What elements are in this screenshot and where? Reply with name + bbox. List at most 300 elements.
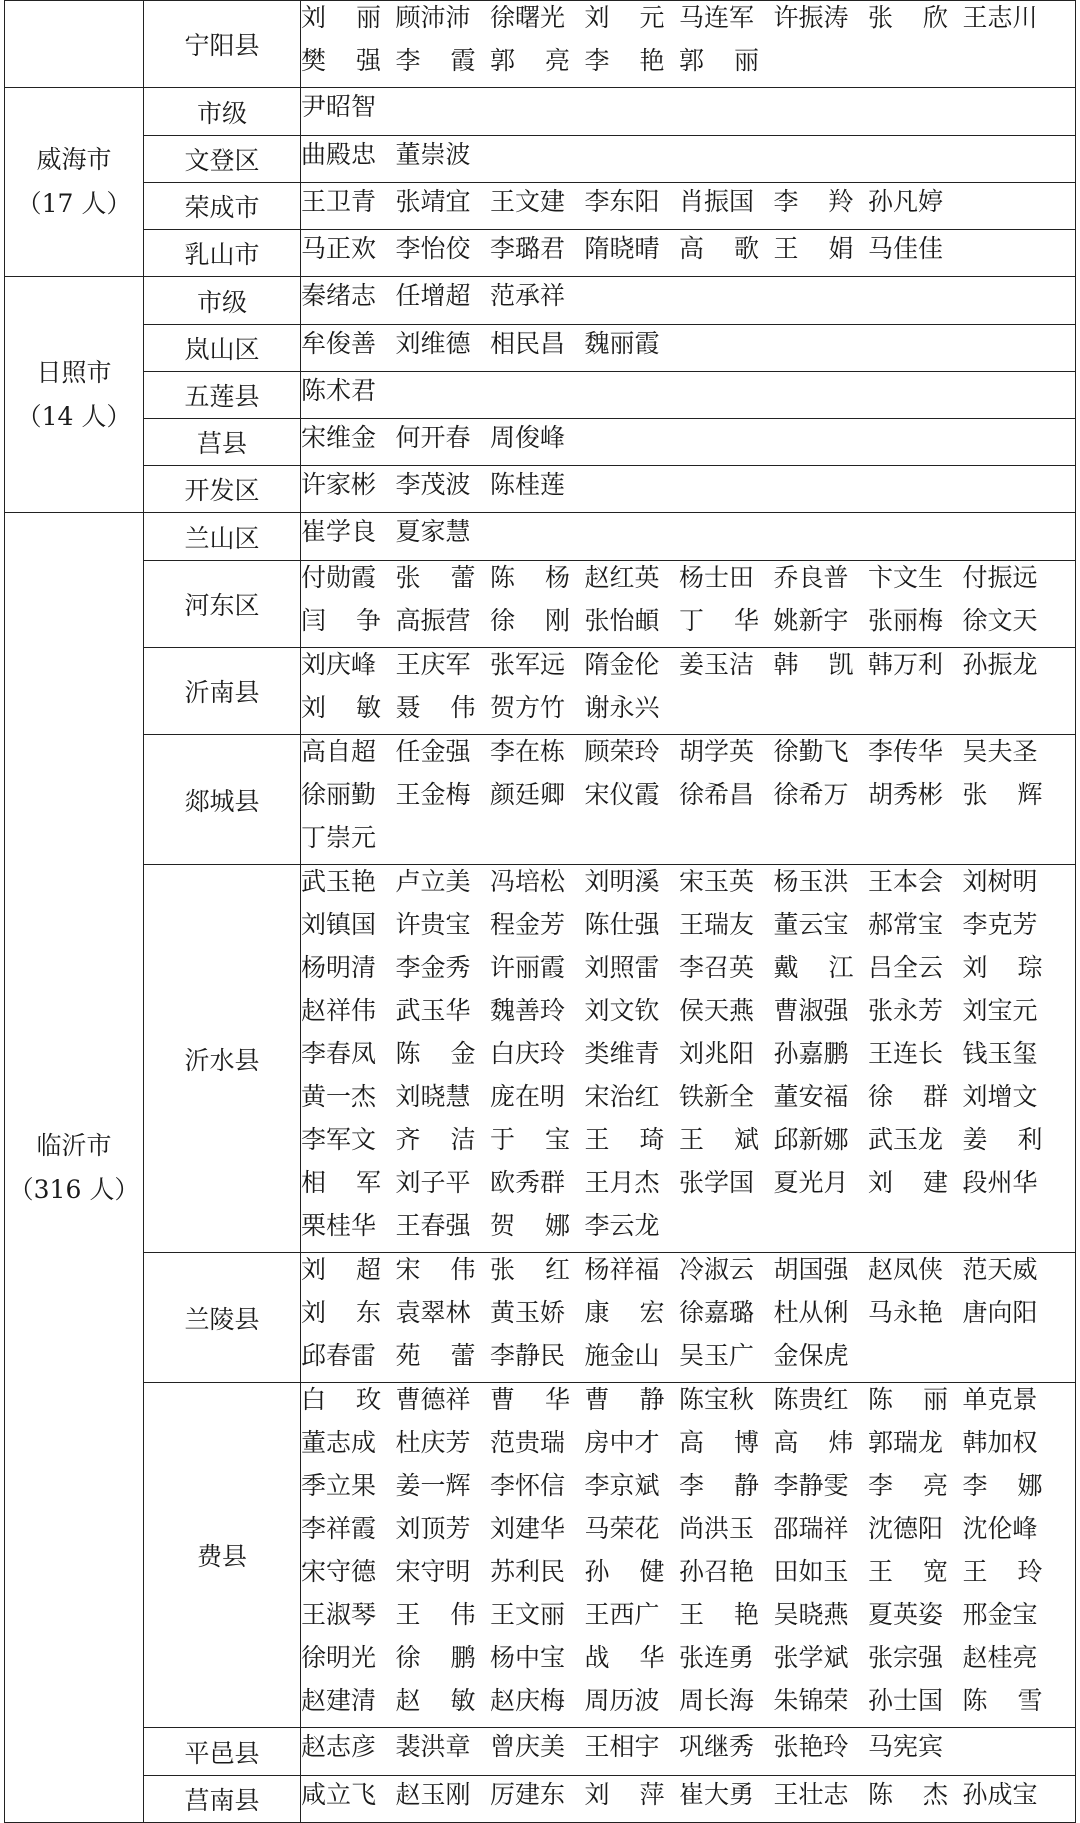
county-cell: 沂水县 — [144, 865, 301, 1253]
names-line — [301, 735, 1075, 778]
person-name: 厉建东 — [490, 1779, 566, 1809]
person-name: 李怡佼 — [395, 233, 471, 263]
names-line — [301, 865, 1075, 908]
person-name: 相民昌 — [490, 328, 566, 358]
person-name: 王文丽 — [490, 1600, 566, 1629]
person-name: 张学斌 — [773, 1643, 849, 1672]
person-name: 宋仪霞 — [584, 780, 660, 809]
person-name: 黄一杰 — [301, 1082, 377, 1111]
county-cell: 文登区 — [144, 136, 301, 183]
person-name: 栗桂华 — [301, 1211, 377, 1240]
person-name: 付振远 — [962, 563, 1038, 592]
person-name: 赵红英 — [584, 563, 660, 592]
person-name: 许家彬 — [301, 469, 377, 499]
person-name: 吴夫圣 — [962, 737, 1038, 766]
person-name: 马佳佳 — [868, 233, 944, 263]
person-name: 韩凯 — [773, 650, 854, 679]
person-name: 魏丽霞 — [584, 328, 660, 358]
person-name: 钱玉玺 — [962, 1039, 1038, 1068]
person-name: 胡国强 — [773, 1255, 849, 1284]
names-line — [301, 90, 1075, 133]
person-name: 许振涛 — [773, 3, 849, 32]
person-name: 韩加权 — [962, 1428, 1038, 1457]
person-name: 宋玉英 — [679, 867, 755, 896]
person-name: 马荣花 — [584, 1514, 660, 1543]
person-name: 付勋霞 — [301, 563, 377, 592]
person-name: 王卫青 — [301, 186, 377, 216]
city-cell — [5, 513, 144, 1823]
person-name: 聂伟 — [395, 693, 476, 722]
names-line — [301, 648, 1075, 691]
person-name: 孙士国 — [868, 1686, 944, 1715]
names-line — [301, 1469, 1075, 1512]
city-name: 威海市 — [36, 145, 112, 174]
person-name: 徐文天 — [962, 606, 1038, 635]
person-name: 宋守德 — [301, 1557, 377, 1586]
person-name: 杨中宝 — [490, 1643, 566, 1672]
names-line — [301, 421, 1075, 464]
names-cell — [301, 277, 1076, 325]
table-row — [5, 419, 1076, 466]
person-name: 张宗强 — [868, 1643, 944, 1672]
county-cell: 沂南县 — [144, 648, 301, 735]
person-name: 刘宝元 — [962, 996, 1038, 1025]
person-name: 郝常宝 — [868, 910, 944, 939]
person-name: 张辉 — [962, 780, 1043, 809]
county-cell: 平邑县 — [144, 1728, 301, 1776]
person-name: 宋守明 — [395, 1557, 471, 1586]
person-name: 马连军 — [679, 3, 755, 32]
person-name: 任金强 — [395, 737, 471, 766]
names-cell — [301, 183, 1076, 230]
person-name: 陈杰 — [868, 1779, 948, 1809]
person-name: 张丽梅 — [868, 606, 944, 635]
names-cell — [301, 325, 1076, 372]
city-count: （17 人） — [16, 189, 132, 218]
person-name: 周俊峰 — [490, 422, 566, 452]
person-name: 张连勇 — [679, 1643, 755, 1672]
names-line — [301, 1296, 1075, 1339]
person-name: 贺娜 — [490, 1211, 570, 1240]
person-name: 范天威 — [962, 1255, 1038, 1284]
person-name: 隋晓晴 — [584, 233, 660, 263]
city-cell — [5, 88, 144, 277]
person-name: 铁新全 — [679, 1082, 755, 1111]
person-name: 丁华 — [679, 606, 759, 635]
person-name: 张艳玲 — [773, 1732, 849, 1761]
city-name: 日照市 — [36, 357, 112, 387]
names-line — [301, 1730, 1075, 1773]
person-name: 胡学英 — [679, 737, 755, 766]
person-name: 樊强 — [301, 46, 381, 75]
person-name: 吕全云 — [868, 953, 944, 982]
names-cell — [301, 648, 1076, 735]
person-name: 孙成宝 — [962, 1779, 1038, 1809]
person-name: 李怀信 — [490, 1471, 566, 1500]
names-cell — [301, 1253, 1076, 1383]
person-name: 崔学良 — [301, 517, 377, 546]
person-name: 张军远 — [490, 650, 566, 679]
person-name: 王连长 — [868, 1039, 944, 1068]
names-cell — [301, 88, 1076, 136]
person-name: 刘琮 — [962, 953, 1043, 982]
person-name: 相军 — [301, 1168, 381, 1197]
names-cell — [301, 1, 1076, 88]
person-name: 徐勤飞 — [773, 737, 849, 766]
person-name: 王本会 — [868, 867, 944, 896]
person-name: 李云龙 — [584, 1211, 660, 1240]
person-name: 徐明光 — [301, 1643, 377, 1672]
person-name: 邱春雷 — [301, 1341, 377, 1370]
person-name: 魏善玲 — [490, 996, 566, 1025]
person-name: 张红 — [490, 1255, 570, 1284]
person-name: 赵庆梅 — [490, 1686, 566, 1715]
person-name: 张蕾 — [395, 563, 476, 592]
person-name: 董安福 — [773, 1082, 849, 1111]
person-name: 王春强 — [395, 1211, 471, 1240]
names-line — [301, 374, 1075, 417]
table-row — [5, 1253, 1076, 1383]
person-name: 邱新娜 — [773, 1125, 849, 1154]
person-name: 郭瑞龙 — [868, 1428, 944, 1457]
person-name: 尹昭智 — [301, 92, 377, 121]
person-name: 陈金 — [395, 1039, 476, 1068]
person-name: 刘建 — [868, 1168, 948, 1197]
person-name: 刘东 — [301, 1298, 381, 1327]
person-name: 陈丽 — [868, 1385, 948, 1414]
person-name: 马宪宾 — [868, 1732, 944, 1761]
table-row — [5, 561, 1076, 648]
person-name: 牟俊善 — [301, 328, 377, 358]
person-name: 裴洪章 — [395, 1732, 471, 1761]
person-name: 王艳 — [679, 1600, 759, 1629]
person-name: 朱锦荣 — [773, 1686, 849, 1715]
names-line — [301, 1684, 1075, 1727]
person-name: 丁崇元 — [301, 823, 377, 852]
person-name: 杨明清 — [301, 953, 377, 982]
person-name: 赵建清 — [301, 1686, 377, 1715]
county-cell: 莒南县 — [144, 1776, 301, 1823]
person-name: 李茂波 — [395, 469, 471, 499]
person-name: 周长海 — [679, 1686, 755, 1715]
person-name: 武玉艳 — [301, 867, 377, 896]
person-name: 姜一辉 — [395, 1471, 471, 1500]
person-name: 徐群 — [868, 1082, 948, 1111]
person-name: 夏英姿 — [868, 1600, 944, 1629]
names-line — [301, 279, 1075, 322]
person-name: 刘顶芳 — [395, 1514, 471, 1543]
names-line — [301, 468, 1075, 511]
person-name: 唐向阳 — [962, 1298, 1038, 1327]
city-name: 临沂市 — [36, 1130, 112, 1160]
person-name: 冯培松 — [490, 867, 566, 896]
person-name: 夏光月 — [773, 1168, 849, 1197]
person-name: 杨士田 — [679, 563, 755, 592]
person-name: 秦绪志 — [301, 281, 377, 310]
county-cell: 莒县 — [144, 419, 301, 466]
table-row — [5, 1776, 1076, 1823]
person-name: 孙凡婷 — [868, 186, 944, 216]
person-name: 姜玉洁 — [679, 650, 755, 679]
person-name: 李传华 — [868, 737, 944, 766]
person-name: 郭丽 — [679, 46, 759, 75]
person-name: 王文建 — [490, 186, 566, 216]
person-name: 郭亮 — [490, 46, 570, 75]
names-line — [301, 951, 1075, 994]
person-name: 顾沛沛 — [395, 3, 471, 32]
person-name: 施金山 — [584, 1341, 660, 1370]
person-name: 董志成 — [301, 1428, 377, 1457]
person-name: 马永艳 — [868, 1298, 944, 1327]
person-name: 徐刚 — [490, 606, 570, 635]
person-name: 赵志彦 — [301, 1732, 377, 1761]
county-cell: 开发区 — [144, 466, 301, 513]
person-name: 戴江 — [773, 953, 854, 982]
person-name: 武玉龙 — [868, 1125, 944, 1154]
table-row — [5, 1383, 1076, 1728]
roster-table — [4, 0, 1076, 1823]
person-name: 刘丽 — [301, 3, 381, 32]
person-name: 许丽霞 — [490, 953, 566, 982]
person-name: 邵瑞祥 — [773, 1514, 849, 1543]
person-name: 李克芳 — [962, 910, 1038, 939]
names-line — [301, 1383, 1075, 1426]
names-line — [301, 1555, 1075, 1598]
person-name: 赵敏 — [395, 1686, 476, 1715]
person-name: 李召英 — [679, 953, 755, 982]
person-name: 吴玉广 — [679, 1341, 755, 1370]
person-name: 韩万利 — [868, 650, 944, 679]
names-cell — [301, 865, 1076, 1253]
person-name: 肖振国 — [679, 186, 755, 216]
names-line — [301, 1426, 1075, 1469]
person-name: 王伟 — [395, 1600, 476, 1629]
names-line — [301, 1512, 1075, 1555]
person-name: 刘晓慧 — [395, 1082, 471, 1111]
person-name: 李亮 — [868, 1471, 948, 1500]
county-cell: 宁阳县 — [144, 1, 301, 88]
person-name: 赵凤侠 — [868, 1255, 944, 1284]
person-name: 赵玉刚 — [395, 1779, 471, 1809]
person-name: 张学国 — [679, 1168, 755, 1197]
person-name: 李艳 — [584, 46, 665, 75]
person-name: 王瑞友 — [679, 910, 755, 939]
names-cell — [301, 372, 1076, 419]
person-name: 刘树明 — [962, 867, 1038, 896]
names-line — [301, 1209, 1075, 1252]
person-name: 王西广 — [584, 1600, 660, 1629]
person-name: 欧秀群 — [490, 1168, 566, 1197]
person-name: 刘元 — [584, 3, 665, 32]
person-name: 张欣 — [868, 3, 948, 32]
names-line — [301, 138, 1075, 181]
person-name: 庞在明 — [490, 1082, 566, 1111]
person-name: 李军文 — [301, 1125, 377, 1154]
names-line — [301, 1339, 1075, 1382]
person-name: 杜从俐 — [773, 1298, 849, 1327]
roster-body — [5, 1, 1076, 1823]
person-name: 曹德祥 — [395, 1385, 471, 1414]
names-line — [301, 1080, 1075, 1123]
person-name: 任增超 — [395, 281, 471, 310]
county-cell: 岚山区 — [144, 325, 301, 372]
person-name: 尚洪玉 — [679, 1514, 755, 1543]
person-name: 徐嘉璐 — [679, 1298, 755, 1327]
person-name: 李东阳 — [584, 186, 660, 216]
person-name: 高自超 — [301, 737, 377, 766]
person-name: 马正欢 — [301, 233, 377, 263]
names-line — [301, 691, 1075, 734]
person-name: 田如玉 — [773, 1557, 849, 1586]
person-name: 李璐君 — [490, 233, 566, 263]
person-name: 李静雯 — [773, 1471, 849, 1500]
table-row — [5, 648, 1076, 735]
names-line — [301, 1253, 1075, 1296]
person-name: 陈雪 — [962, 1686, 1043, 1715]
person-name: 战华 — [584, 1643, 665, 1672]
person-name: 王玲 — [962, 1557, 1043, 1586]
city-cell — [5, 277, 144, 513]
person-name: 杨祥福 — [584, 1255, 660, 1284]
person-name: 武玉华 — [395, 996, 471, 1025]
person-name: 王月杰 — [584, 1168, 660, 1197]
person-name: 巩继秀 — [679, 1732, 755, 1761]
person-name: 房中才 — [584, 1428, 660, 1457]
person-name: 李静 — [679, 1471, 759, 1500]
person-name: 高振营 — [395, 606, 471, 635]
person-name: 曹华 — [490, 1385, 570, 1414]
table-row — [5, 88, 1076, 136]
person-name: 黄玉娇 — [490, 1298, 566, 1327]
person-name: 咸立飞 — [301, 1779, 377, 1809]
person-name: 陈贵红 — [773, 1385, 849, 1414]
person-name: 陈仕强 — [584, 910, 660, 939]
names-line — [301, 604, 1075, 647]
person-name: 高歌 — [679, 233, 759, 263]
person-name: 白玫 — [301, 1385, 381, 1414]
person-name: 刘建华 — [490, 1514, 566, 1543]
names-cell — [301, 230, 1076, 277]
names-cell — [301, 1383, 1076, 1728]
person-name: 姚新宇 — [773, 606, 849, 635]
person-name: 李祥霞 — [301, 1514, 377, 1543]
names-line — [301, 994, 1075, 1037]
person-name: 曲殿忠 — [301, 139, 377, 169]
person-name: 王庆军 — [395, 650, 471, 679]
person-name: 董云宝 — [773, 910, 849, 939]
names-line — [301, 1037, 1075, 1080]
person-name: 刘维德 — [395, 328, 471, 358]
person-name: 单克景 — [962, 1385, 1038, 1414]
person-name: 李春凤 — [301, 1039, 377, 1068]
person-name: 徐希昌 — [679, 780, 755, 809]
person-name: 李羚 — [773, 186, 854, 216]
person-name: 顾荣玲 — [584, 737, 660, 766]
person-name: 陈宝秋 — [679, 1385, 755, 1414]
person-name: 许贵宝 — [395, 910, 471, 939]
person-name: 金保虎 — [773, 1341, 849, 1370]
person-name: 隋金伦 — [584, 650, 660, 679]
person-name: 周历波 — [584, 1686, 660, 1715]
person-name: 白庆玲 — [490, 1039, 566, 1068]
person-name: 陈桂莲 — [490, 469, 566, 499]
person-name: 李娜 — [962, 1471, 1043, 1500]
person-name: 曾庆美 — [490, 1732, 566, 1761]
names-line — [301, 44, 1075, 87]
person-name: 何开春 — [395, 422, 471, 452]
table-row — [5, 1728, 1076, 1776]
person-name: 张怡頔 — [584, 606, 660, 635]
county-cell: 五莲县 — [144, 372, 301, 419]
person-name: 程金芳 — [490, 910, 566, 939]
person-name: 孙健 — [584, 1557, 665, 1586]
person-name: 段州华 — [962, 1168, 1038, 1197]
person-name: 贺方竹 — [490, 693, 566, 722]
names-line — [301, 778, 1075, 821]
names-line — [301, 185, 1075, 228]
person-name: 徐鹏 — [395, 1643, 476, 1672]
names-line — [301, 1123, 1075, 1166]
person-name: 李霞 — [395, 46, 476, 75]
person-name: 张永芳 — [868, 996, 944, 1025]
person-name: 王娟 — [773, 233, 854, 263]
names-line — [301, 821, 1075, 864]
person-name: 徐希万 — [773, 780, 849, 809]
person-name: 王壮志 — [773, 1779, 849, 1809]
person-name: 王金梅 — [395, 780, 471, 809]
person-name: 高博 — [679, 1428, 759, 1457]
table-row — [5, 1, 1076, 88]
person-name: 董崇波 — [395, 139, 471, 169]
person-name: 袁翠林 — [395, 1298, 471, 1327]
person-name: 宋伟 — [395, 1255, 476, 1284]
person-name: 侯天燕 — [679, 996, 755, 1025]
person-name: 曹淑强 — [773, 996, 849, 1025]
table-row — [5, 183, 1076, 230]
names-cell — [301, 561, 1076, 648]
person-name: 姜利 — [962, 1125, 1043, 1154]
person-name: 沈伦峰 — [962, 1514, 1038, 1543]
county-cell: 兰陵县 — [144, 1253, 301, 1383]
person-name: 刘敏 — [301, 693, 381, 722]
person-name: 高炜 — [773, 1428, 854, 1457]
person-name: 范贵瑞 — [490, 1428, 566, 1457]
table-row — [5, 372, 1076, 419]
county-cell: 费县 — [144, 1383, 301, 1728]
person-name: 王淑琴 — [301, 1600, 377, 1629]
person-name: 沈德阳 — [868, 1514, 944, 1543]
person-name: 崔大勇 — [679, 1779, 755, 1809]
names-line — [301, 1778, 1075, 1821]
person-name: 杨玉洪 — [773, 867, 849, 896]
person-name: 于宝 — [490, 1125, 570, 1154]
names-line — [301, 1166, 1075, 1209]
names-cell — [301, 419, 1076, 466]
person-name: 刘镇国 — [301, 910, 377, 939]
city-count: （316 人） — [8, 1174, 140, 1204]
person-name: 李在栋 — [490, 737, 566, 766]
person-name: 赵桂亮 — [962, 1643, 1038, 1672]
person-name: 王志川 — [962, 3, 1038, 32]
table-row — [5, 513, 1076, 561]
names-line — [301, 1598, 1075, 1641]
names-cell — [301, 735, 1076, 865]
names-line — [301, 327, 1075, 370]
person-name: 范承祥 — [490, 281, 566, 310]
names-line — [301, 1, 1075, 44]
person-name: 孙召艳 — [679, 1557, 755, 1586]
person-name: 刘兆阳 — [679, 1039, 755, 1068]
